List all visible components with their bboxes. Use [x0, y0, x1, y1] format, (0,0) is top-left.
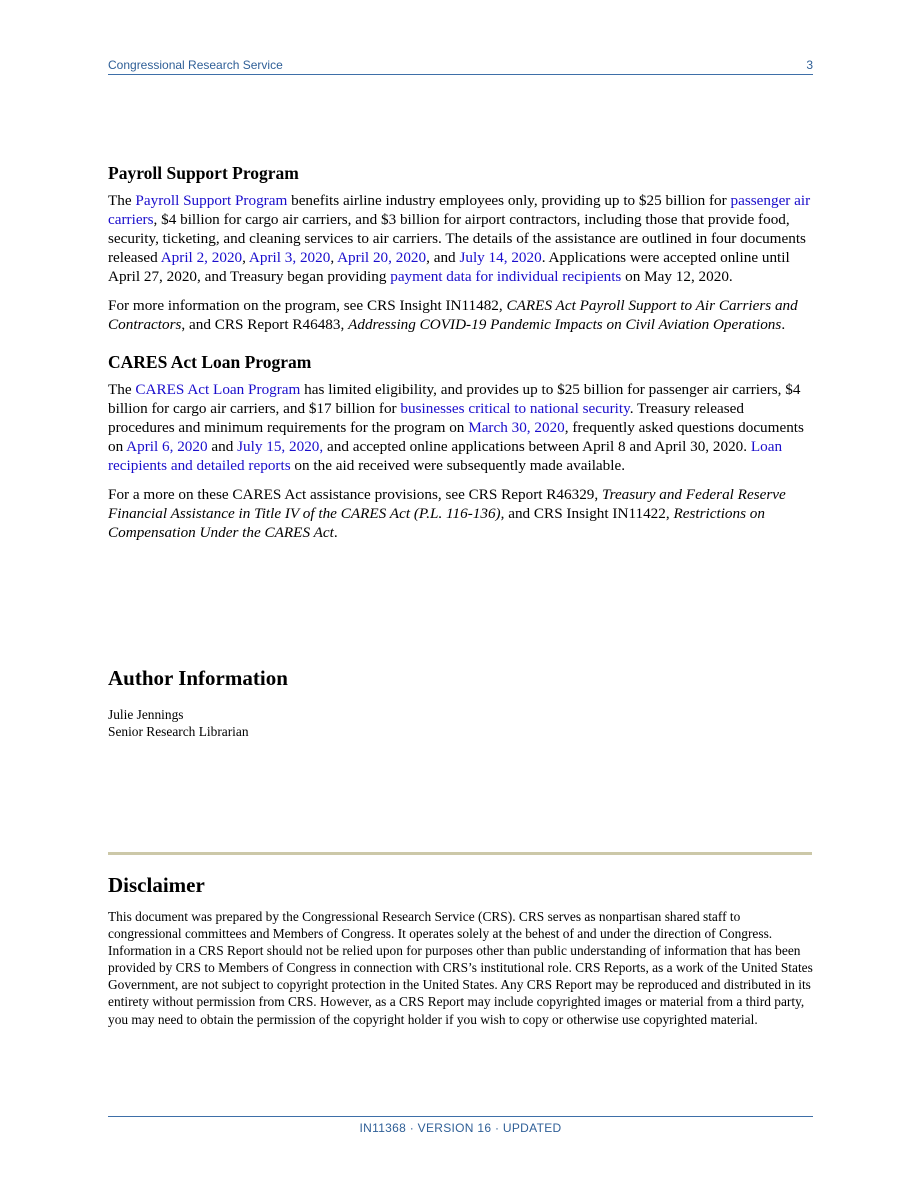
link-businesses-critical[interactable]: businesses critical to national security [400, 400, 630, 417]
author-information [108, 664, 813, 740]
text: The [108, 192, 136, 209]
loan-heading: CARES Act Loan Program [108, 352, 312, 372]
text: on the aid received were subsequently made available. [290, 457, 626, 474]
text: and accepted online applications between April 8 and April 30, 2020. [323, 438, 751, 455]
disclaimer-section [108, 871, 813, 1028]
header-org: Congressional Research Service [108, 58, 283, 72]
payroll-heading: Payroll Support Program [108, 163, 299, 183]
text: . [781, 316, 786, 333]
text: For more information on the program, see CRS Insight IN11482, [108, 297, 507, 314]
text: , and CRS Report R46483, [181, 316, 349, 333]
citation-title: Addressing COVID-19 Pandemic Impacts on Civil Aviation Operations [348, 316, 782, 333]
link-payroll-support-program[interactable]: Payroll Support Program [135, 192, 288, 209]
citation-title: CARES Act Payroll Support to Air Carriers and Contractors [108, 297, 798, 333]
text: , frequently asked questions documents on [108, 419, 804, 455]
link-july-14-2020[interactable]: July 14, 2020 [459, 249, 542, 266]
link-april-3-2020[interactable]: April 3, 2020 [248, 249, 331, 266]
link-march-30-2020[interactable]: March 30, 2020 [468, 419, 565, 436]
link-april-6-2020[interactable]: April 6, 2020 [126, 438, 208, 455]
link-cares-act-loan-program[interactable]: CARES Act Loan Program [135, 381, 301, 398]
payroll-paragraph-2 [108, 296, 813, 334]
text: benefits airline industry employees only, providing up to $25 billion for [287, 192, 731, 209]
text: , [330, 249, 338, 266]
link-april-2-2020[interactable]: April 2, 2020 [160, 249, 243, 266]
link-april-20-2020[interactable]: April 20, 2020 [337, 249, 427, 266]
loan-paragraph-1 [108, 380, 813, 475]
page-footer [108, 1116, 813, 1137]
link-july-15-2020[interactable]: July 15, 2020, [237, 438, 324, 455]
disclaimer-heading: Disclaimer [108, 873, 205, 897]
text: , and CRS Insight IN11422, [500, 505, 674, 522]
main-content [108, 161, 813, 552]
text: and [207, 438, 238, 455]
text: The [108, 381, 136, 398]
page-header [108, 58, 813, 75]
text: . Applications were accepted online until April 27, 2020, and Treasury began providing [108, 249, 790, 285]
payroll-paragraph-1 [108, 191, 813, 286]
author-title: Senior Research Librarian [108, 724, 249, 739]
section-divider [108, 852, 812, 855]
citation-title: Restrictions on Compensation Under the CARES Act [108, 505, 765, 541]
text: , $4 billion for cargo air carriers, and $3 billion for airport contractors, including those that provide food, security, ticketing, and cleaning services to air carriers. The details of the assistance are outlined in four documents released [108, 211, 806, 266]
text: . Treasury released procedures and minimum requirements for the program on [108, 400, 745, 436]
text: . [333, 524, 338, 541]
disclaimer-text: This document was prepared by the Congressional Research Service (CRS). CRS serves as nonpartisan shared staff to congressional committees and Members of Congress. It operates solely at the behest of and under the direction of Congress. Information in a CRS Report should not be relied upon for purposes other than public understanding of information that has been provided by CRS to Members of Congress in connection with CRS’s institutional role. CRS Reports, as a work of the United States Government, are not subject to copyright protection in the United States. Any CRS Report may be reproduced and distributed in its entirety without permission from CRS. However, as a CRS Report may include copyrighted images or material from a third party, you may need to obtain the permission of the copyright holder if you wish to copy or otherwise use copyrighted material. [108, 909, 813, 1027]
citation-title: Treasury and Federal Reserve Financial Assistance in Title IV of the CARES Act (P.L. 116-136) [108, 486, 786, 522]
author-name: Julie Jennings [108, 707, 184, 722]
link-passenger-air-carriers[interactable]: passenger air carriers [108, 192, 811, 228]
footer-text: IN11368 · VERSION 16 · UPDATED [359, 1121, 562, 1135]
text: , and [426, 249, 460, 266]
link-loan-recipients[interactable]: Loan recipients and detailed reports [108, 438, 783, 474]
page-number: 3 [806, 58, 813, 72]
text: on May 12, 2020. [621, 268, 733, 285]
author-heading: Author Information [108, 666, 288, 690]
text: , [242, 249, 249, 266]
link-payment-data[interactable]: payment data for individual recipients [390, 268, 622, 285]
loan-paragraph-2 [108, 485, 813, 542]
text: has limited eligibility, and provides up to $25 billion for passenger air carriers, $4 billion for cargo air carriers, and $17 billion for [108, 381, 801, 417]
text: For a more on these CARES Act assistance provisions, see CRS Report R46329, [108, 486, 602, 503]
